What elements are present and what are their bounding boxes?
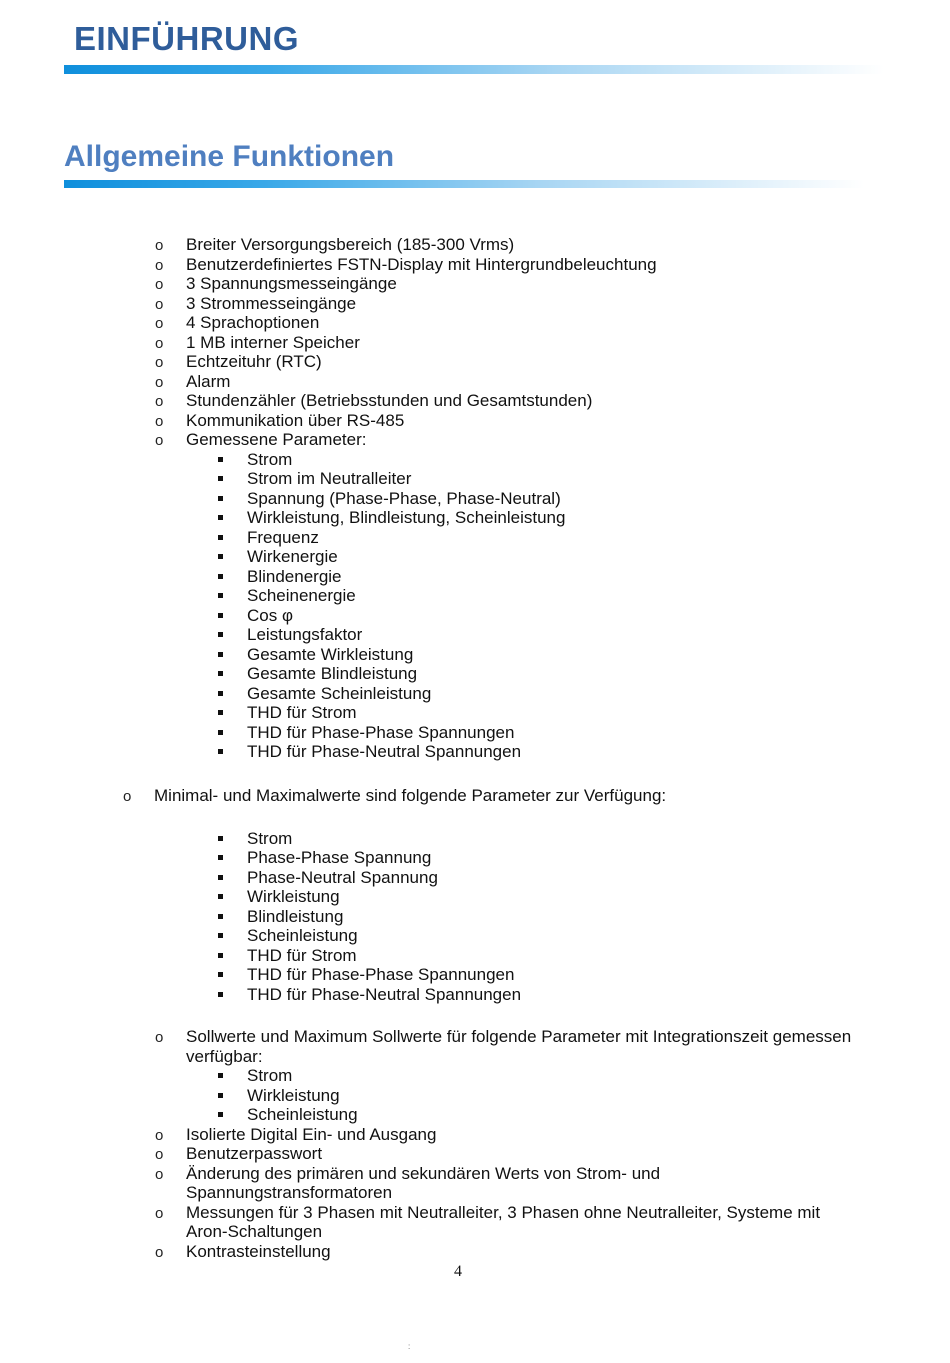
list-item: Spannung (Phase-Phase, Phase-Neutral) <box>247 489 561 508</box>
square-bullet <box>218 730 223 735</box>
list-item: Echtzeituhr (RTC) <box>186 352 322 371</box>
list-item: 3 Spannungsmesseingänge <box>186 274 397 293</box>
list-bullet: o <box>155 1244 164 1261</box>
list-item: Wirkenergie <box>247 547 338 566</box>
square-bullet <box>218 554 223 559</box>
square-bullet <box>218 515 223 520</box>
list-item: Cos φ <box>247 606 293 625</box>
list-item: 1 MB interner Speicher <box>186 333 360 352</box>
square-bullet <box>218 875 223 880</box>
list-item: THD für Strom <box>247 703 357 722</box>
list-bullet: o <box>155 1166 164 1183</box>
list-item: Kontrasteinstellung <box>186 1242 331 1261</box>
list-item: Wirkleistung <box>247 1086 340 1105</box>
list-item: Strom <box>247 450 293 469</box>
list-bullet: o <box>155 1146 164 1163</box>
square-bullet <box>218 855 223 860</box>
page-number: 4 <box>454 1263 462 1280</box>
list-bullet: o <box>155 296 164 313</box>
list-item: Phase-Neutral Spannung <box>247 868 438 887</box>
minmax-label: Minimal- und Maximalwerte sind folgende Parameter zur Verfügung: <box>154 786 667 805</box>
list-item: Scheinenergie <box>247 586 356 605</box>
square-bullet <box>218 1093 223 1098</box>
list-bullet: o <box>155 1205 164 1222</box>
list-bullet: o <box>155 237 164 254</box>
list-item: THD für Phase-Phase Spannungen <box>247 723 515 742</box>
list-bullet: o <box>155 1029 164 1046</box>
square-bullet <box>218 476 223 481</box>
square-bullet <box>218 953 223 958</box>
list-item: Stundenzähler (Betriebsstunden und Gesamtstunden) <box>186 391 593 410</box>
square-bullet <box>218 613 223 618</box>
square-bullet <box>218 972 223 977</box>
list-item: Benutzerdefiniertes FSTN-Display mit Hintergrundbeleuchtung <box>186 255 657 274</box>
list-item: Strom <box>247 1066 293 1085</box>
list-item: 4 Sprachoptionen <box>186 313 320 332</box>
square-bullet <box>218 933 223 938</box>
square-bullet <box>218 836 223 841</box>
list-bullet: o <box>155 393 164 410</box>
list-bullet: o <box>155 335 164 352</box>
list-item: THD für Phase-Neutral Spannungen <box>247 742 522 761</box>
list-bullet: o <box>155 432 164 449</box>
list-item: Gesamte Wirkleistung <box>247 645 414 664</box>
list-item: Phase-Phase Spannung <box>247 848 432 867</box>
list-item: Alarm <box>186 372 231 391</box>
list-item: THD für Strom <box>247 946 357 965</box>
list-item: Benutzerpasswort <box>186 1144 323 1163</box>
page-header-title: EINFÜHRUNG <box>74 20 299 57</box>
list-bullet: o <box>155 374 164 391</box>
square-bullet <box>218 1073 223 1078</box>
list-item: THD für Phase-Neutral Spannungen <box>247 985 522 1004</box>
square-bullet <box>218 652 223 657</box>
list-bullet: o <box>123 788 132 805</box>
square-bullet <box>218 574 223 579</box>
list-item: Scheinleistung <box>247 926 358 945</box>
list-item: Wirkleistung <box>247 887 340 906</box>
list-item: Frequenz <box>247 528 319 547</box>
list-bullet: o <box>155 257 164 274</box>
list-bullet: o <box>155 413 164 430</box>
list-item: Blindleistung <box>247 907 344 926</box>
list-bullet: o <box>155 1127 164 1144</box>
list-item: Änderung des primären und sekundären Werts von Strom- und <box>186 1164 661 1183</box>
list-item: Blindenergie <box>247 567 342 586</box>
square-bullet <box>218 1112 223 1117</box>
list-item: Isolierte Digital Ein- und Ausgang <box>186 1125 437 1144</box>
header-rule <box>64 65 884 74</box>
setpoints-line-2: verfügbar: <box>186 1047 263 1066</box>
section-rule <box>64 180 864 188</box>
list-item: Leistungsfaktor <box>247 625 363 644</box>
list-item: Wirkleistung, Blindleistung, Scheinleistung <box>247 508 566 527</box>
square-bullet <box>218 535 223 540</box>
list-bullet: o <box>155 276 164 293</box>
list-item: Scheinleistung <box>247 1105 358 1124</box>
list-item: Breiter Versorgungsbereich (185-300 Vrms) <box>186 235 515 254</box>
square-bullet <box>218 894 223 899</box>
list-item: Strom <box>247 829 293 848</box>
list-item: Messungen für 3 Phasen mit Neutralleiter, 3 Phasen ohne Neutralleiter, Systeme mit <box>186 1203 821 1222</box>
list-item: Gemessene Parameter: <box>186 430 367 449</box>
list-item: Gesamte Blindleistung <box>247 664 418 683</box>
section-title: Allgemeine Funktionen <box>64 140 395 173</box>
list-item-continuation: Spannungstransformatoren <box>186 1183 393 1202</box>
list-item: 3 Strommesseingänge <box>186 294 357 313</box>
square-bullet <box>218 710 223 715</box>
list-item-continuation: Aron-Schaltungen <box>186 1222 323 1241</box>
footer-mark: : <box>408 1342 411 1351</box>
square-bullet <box>218 914 223 919</box>
square-bullet <box>218 691 223 696</box>
list-item: Kommunikation über RS-485 <box>186 411 405 430</box>
list-item: THD für Phase-Phase Spannungen <box>247 965 515 984</box>
list-bullet: o <box>155 354 164 371</box>
list-bullet: o <box>155 315 164 332</box>
square-bullet <box>218 593 223 598</box>
square-bullet <box>218 457 223 462</box>
square-bullet <box>218 749 223 754</box>
setpoints-line-1: Sollwerte und Maximum Sollwerte für folgende Parameter mit Integrationszeit gemessen <box>186 1027 852 1046</box>
list-item: Gesamte Scheinleistung <box>247 684 432 703</box>
square-bullet <box>218 992 223 997</box>
square-bullet <box>218 632 223 637</box>
square-bullet <box>218 671 223 676</box>
square-bullet <box>218 496 223 501</box>
list-item: Strom im Neutralleiter <box>247 469 412 488</box>
